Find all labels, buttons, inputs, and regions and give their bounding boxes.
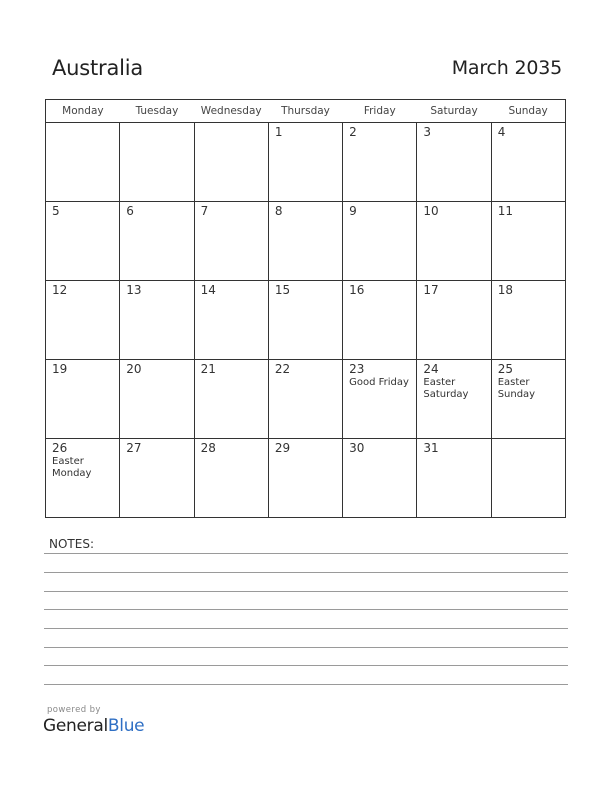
day-cell	[268, 439, 342, 518]
day-cell	[491, 360, 565, 439]
weekday-sunday: Sunday	[491, 100, 565, 123]
day-number: 16	[349, 283, 365, 297]
day-number: 27	[126, 441, 142, 455]
day-number: 25	[497, 362, 513, 376]
day-cell	[268, 360, 342, 439]
weekday-header-row	[46, 100, 566, 123]
day-number: 17	[423, 283, 439, 297]
weekday-saturday: Saturday	[417, 100, 491, 123]
day-number: 28	[200, 441, 216, 455]
weekday-wednesday: Wednesday	[194, 100, 268, 123]
day-number: 18	[497, 283, 513, 297]
holiday-label: Good Friday	[349, 377, 409, 388]
day-cell	[120, 123, 194, 202]
note-line	[44, 628, 568, 629]
day-cell	[268, 123, 342, 202]
holiday-label: Easter Saturday	[423, 377, 469, 400]
day-cell	[343, 123, 417, 202]
day-number: 10	[423, 204, 439, 218]
day-number: 20	[126, 362, 142, 376]
day-number: 4	[497, 125, 506, 139]
holiday-label: Easter Sunday	[497, 377, 536, 400]
calendar-body	[46, 123, 566, 518]
day-number: 23	[349, 362, 365, 376]
day-cell	[194, 202, 268, 281]
day-number: 1	[274, 125, 283, 139]
holiday-label: Easter Monday	[52, 456, 92, 479]
day-cell	[194, 439, 268, 518]
day-number: 15	[274, 283, 291, 297]
note-line	[44, 553, 568, 554]
day-cell	[417, 281, 491, 360]
week-row	[46, 123, 566, 202]
day-number: 30	[349, 441, 365, 455]
day-number: 29	[274, 441, 291, 455]
day-cell	[268, 202, 342, 281]
weekday-monday: Monday	[46, 100, 120, 123]
day-number: 19	[52, 362, 68, 376]
day-cell	[46, 360, 120, 439]
day-number: 12	[52, 283, 68, 297]
day-number: 22	[274, 362, 291, 376]
day-cell	[491, 202, 565, 281]
week-row	[46, 360, 566, 439]
week-row	[46, 439, 566, 518]
day-cell	[120, 439, 194, 518]
day-cell	[194, 360, 268, 439]
day-cell	[268, 281, 342, 360]
day-cell	[491, 123, 565, 202]
powered-by-text: powered by	[47, 705, 101, 715]
day-number: 9	[349, 204, 357, 218]
day-cell	[417, 202, 491, 281]
note-line	[44, 591, 568, 592]
week-row	[46, 281, 566, 360]
day-number: 24	[423, 362, 439, 376]
day-number: 14	[200, 283, 216, 297]
day-cell	[491, 281, 565, 360]
day-cell	[46, 281, 120, 360]
country-title: Australia	[52, 56, 144, 80]
week-row	[46, 202, 566, 281]
day-number: 13	[126, 283, 142, 297]
day-cell	[491, 439, 565, 518]
note-line	[44, 572, 568, 573]
day-cell	[343, 360, 417, 439]
weekday-tuesday: Tuesday	[120, 100, 194, 123]
day-cell	[194, 123, 268, 202]
day-cell	[46, 202, 120, 281]
day-number: 2	[349, 125, 357, 139]
day-cell	[46, 439, 120, 518]
weekday-friday: Friday	[343, 100, 417, 123]
day-number: 11	[497, 204, 513, 218]
day-number: 7	[200, 204, 209, 218]
calendar-grid	[45, 99, 566, 518]
brand-general: General	[43, 716, 108, 736]
day-cell	[417, 360, 491, 439]
day-cell	[120, 360, 194, 439]
day-cell	[417, 439, 491, 518]
note-line	[44, 684, 568, 685]
day-number: 31	[423, 441, 439, 455]
day-cell	[194, 281, 268, 360]
day-cell	[343, 281, 417, 360]
note-line	[44, 665, 568, 666]
day-number: 3	[423, 125, 432, 139]
day-cell	[46, 123, 120, 202]
day-number: 6	[126, 204, 134, 218]
day-cell	[343, 439, 417, 518]
day-cell	[120, 202, 194, 281]
day-cell	[120, 281, 194, 360]
day-cell	[417, 123, 491, 202]
day-number: 21	[200, 362, 216, 376]
notes-label: NOTES:	[49, 537, 94, 551]
brand-logo	[43, 716, 144, 736]
day-number: 5	[52, 204, 60, 218]
weekday-thursday: Thursday	[268, 100, 342, 123]
note-line	[44, 647, 568, 648]
note-line	[44, 609, 568, 610]
day-number: 26	[52, 441, 68, 455]
month-title: March 2035	[451, 57, 562, 79]
day-number: 8	[274, 204, 283, 218]
brand-blue: Blue	[107, 716, 145, 736]
day-cell	[343, 202, 417, 281]
